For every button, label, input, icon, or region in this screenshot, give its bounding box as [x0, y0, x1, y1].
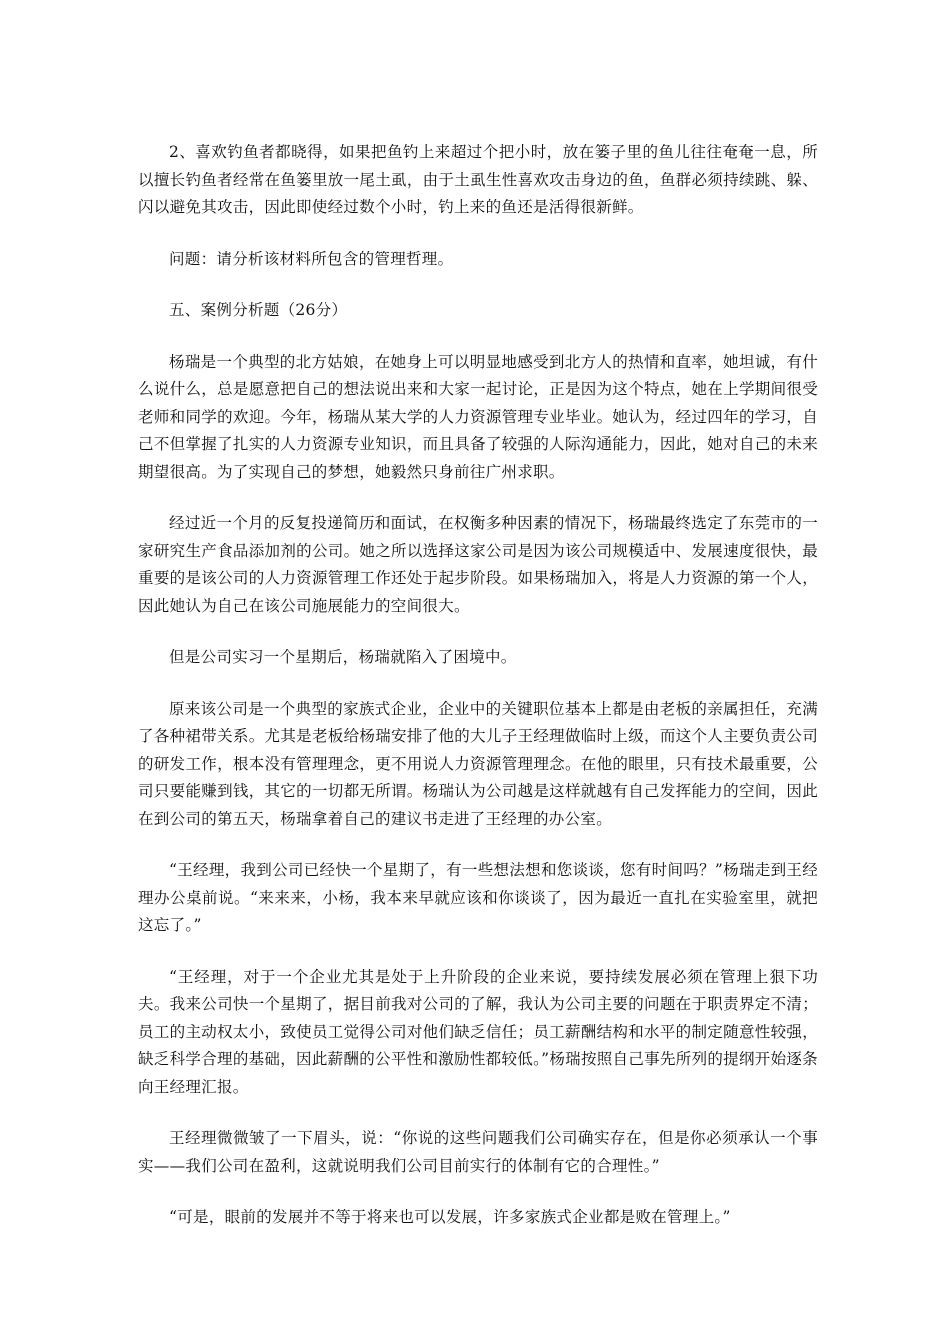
case-paragraph-dialogue-3: 王经理微微皱了一下眉头，说：“你说的这些问题我们公司确实存在，但是你必须承认一个事实——我们公司在盈利，这就说明我们公司目前实行的体制有它的合理性。”: [138, 1129, 818, 1175]
case-paragraph-dilemma: 但是公司实习一个星期后，杨瑞就陷入了困境中。: [169, 648, 517, 666]
case-paragraph-dialogue-1: “王经理，我到公司已经快一个星期了，有一些想法想和您谈谈，您有时间吗？”杨瑞走到王经理办公桌前说。“来来来，小杨，我本来早就应该和你谈谈了，因为最近一直扎在实验室里，就把这忘了。”: [138, 861, 818, 934]
case-paragraph-intro: 杨瑞是一个典型的北方姑娘，在她身上可以明显地感受到北方人的热情和直率，她坦诚，有什么说什么，总是愿意把自己的想法说出来和大家一起讨论，正是因为这个特点，她在上学期间很受老师和同学的欢迎。今年，杨瑞从某大学的人力资源管理专业毕业。她认为，经过四年的学习，自己不但掌握了扎实的人力资源专业知识，而且具备了较强的人际沟通能力，因此，她对自己的未来期望很高。为了实现自己的梦想，她毅然只身前往广州求职。: [138, 352, 818, 481]
question-prompt: 问题：请分析该材料所包含的管理哲理。: [169, 249, 454, 268]
case-paragraph-dialogue-2: “王经理，对于一个企业尤其是处于上升阶段的企业来说，要持续发展必须在管理上狠下功夫。我来公司快一个星期了，据目前我对公司的了解，我认为公司主要的问题在于职责界定不清；员工的主动权太小，致使员工觉得公司对他们缺乏信任；员工薪酬结构和水平的制定随意性较强，缺乏科学合理的基础，因此薪酬的公平性和激励性都较低。”杨瑞按照自己事先所列的提纲开始逐条向王经理汇报。: [138, 967, 818, 1096]
case-paragraph-dialogue-4: “可是，眼前的发展并不等于将来也可以发展，许多家族式企业都是败在管理上。”: [169, 1208, 731, 1226]
fishing-example-paragraph: 2、喜欢钓鱼者都晓得，如果把鱼钓上来超过个把小时，放在篓子里的鱼儿往往奄奄一息，所以擅长钓鱼者经常在鱼篓里放一尾土虱，由于土虱生性喜欢攻击身边的鱼，鱼群必须持续跳、躲、闪以避免其攻击，因此即使经过数个小时，钓上来的鱼还是活得很新鲜。: [138, 143, 818, 216]
case-paragraph-family-business: 原来该公司是一个典型的家族式企业，企业中的关键职位基本上都是由老板的亲属担任，充满了各种裙带关系。尤其是老板给杨瑞安排了他的大儿子王经理做临时上级，而这个人主要负责公司的研发工作，根本没有管理理念，更不用说人力资源管理理念。在他的眼里，只有技术最重要，公司只要能赚到钱，其它的一切都无所谓。杨瑞认为公司越是这样就越有自己发挥能力的空间，因此在到公司的第五天，杨瑞拿着自己的建议书走进了王经理的办公室。: [138, 699, 818, 828]
document-page: [138, 139, 818, 1256]
section-heading-case-analysis: 五、案例分析题（26分）: [169, 301, 348, 319]
case-paragraph-job-choice: 经过近一个月的反复投递简历和面试，在权衡多种因素的情况下，杨瑞最终选定了东莞市的一家研究生产食品添加剂的公司。她之所以选择这家公司是因为该公司规模适中、发展速度很快，最重要的是该公司的人力资源管理工作还处于起步阶段。如果杨瑞加入，将是人力资源的第一个人，因此她认为自己在该公司施展能力的空间很大。: [138, 514, 818, 615]
